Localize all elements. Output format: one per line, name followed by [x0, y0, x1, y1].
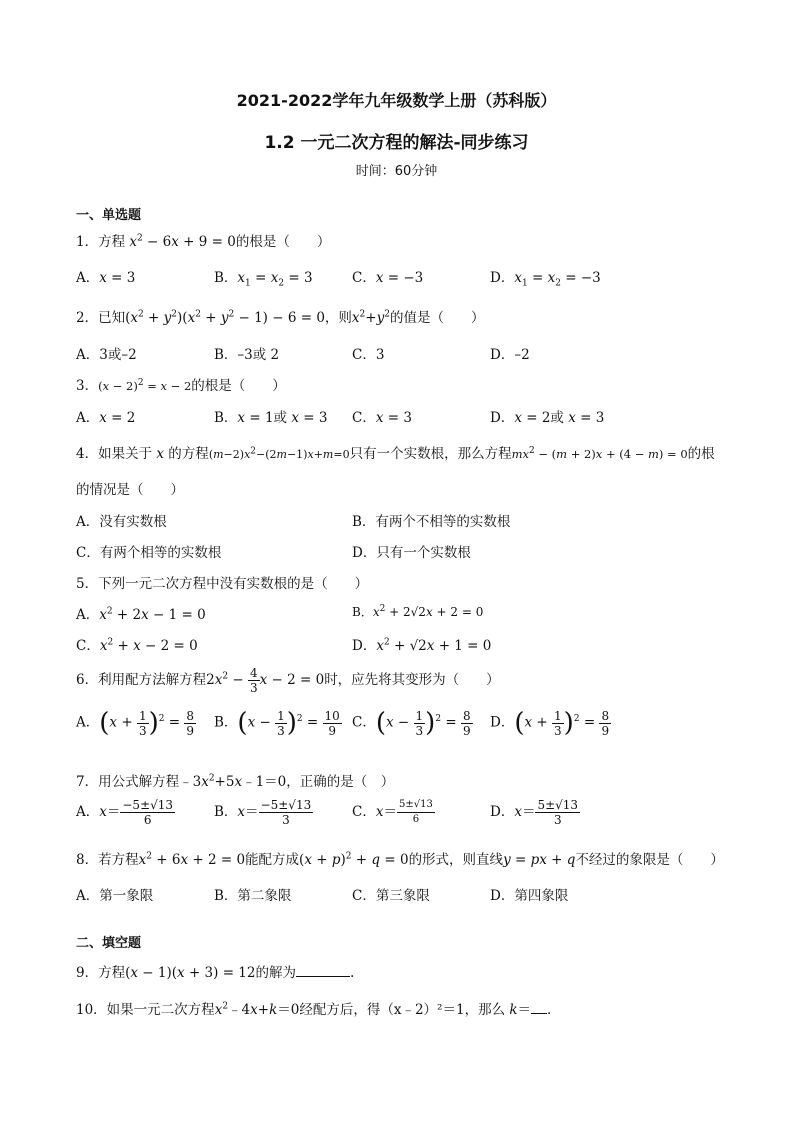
option-b[interactable]: B．x＝ $\frac{-5\pm√13}{3}$: [214, 798, 312, 827]
option-d[interactable]: D．$x^2 + √2x + 1 = 0$: [352, 637, 492, 654]
option-d[interactable]: D．第四象限: [490, 888, 569, 904]
option-d[interactable]: D．x＝ $\frac{5\pm√13}{3}$: [490, 798, 579, 827]
worksheet-title: 2021-2022学年九年级数学上册（苏科版）: [236, 91, 557, 110]
question-6-options: [76, 708, 716, 754]
option-a[interactable]: A．x＝ $\frac{-5\pm√13}{6}$: [76, 798, 174, 827]
option-a[interactable]: A．第一象限: [76, 888, 154, 904]
option-c[interactable]: C．x＝ $\frac{5\pm√13}{6}$: [352, 799, 433, 825]
question-5: 5．下列一元二次方程中没有实数根的是（ ）: [76, 576, 369, 592]
answer-blank[interactable]: [296, 962, 350, 977]
option-b[interactable]: B．第二象限: [214, 888, 292, 904]
option-b[interactable]: B．$x^2 + 2√2x + 2 = 0$: [352, 604, 484, 619]
option-b[interactable]: B．x = 1或 x = 3: [214, 410, 328, 426]
option-c[interactable]: C．第三象限: [352, 888, 430, 904]
question-2: 2．已知$(x^2 + y^2)(x^2 + y^2 - 1) - 6 = 0$，则$x^2+y^2$的值是（ ）: [76, 309, 485, 326]
time-limit: 时间：60分钟: [355, 164, 438, 179]
question-4-options-row2: [76, 541, 716, 563]
question-4: 4．如果关于 x 的方程$(m-2)x^2-(2m-1)x+m=0$只有一个实数根，那么方程$mx^2 - (m + 2)x + (4 - m) = 0$的根: [76, 446, 715, 462]
option-d[interactable]: D．(x + $\frac{1}{3}$ )$^2$ = $\frac{8}{9}$: [490, 708, 610, 738]
question-1: 1．方程 $x^2 - 6x + 9 = 0$的根是（ ）: [76, 233, 331, 250]
option-c[interactable]: C．3: [352, 347, 385, 363]
option-b[interactable]: B．$x_1 = x_2 = 3$: [214, 270, 313, 289]
question-10: 10．如果一元二次方程$x^2﹣4x+k=0$经配方后，得（x﹣2）²＝1，那么 k＝ ．: [76, 998, 561, 1018]
question-9: 9．方程(x − 1)(x + 3) = 12的解为 .: [76, 961, 354, 981]
option-d[interactable]: D．–2: [490, 347, 530, 363]
option-d[interactable]: D．只有一个实数根: [352, 545, 471, 561]
question-8: 8．若方程$x^2 + 6x + 2 = 0$能配方成$(x + p)^2 + q = 0$的形式，则直线y = px + q不经过的象限是（ ）: [76, 851, 724, 868]
option-a[interactable]: A．没有实数根: [76, 514, 167, 530]
section-single-choice: 一、单选题: [76, 208, 142, 223]
option-b[interactable]: B．–3或 2: [214, 347, 280, 363]
question-2-options: [76, 343, 716, 365]
option-c[interactable]: C．$x^2 + x - 2 = 0$: [76, 637, 198, 654]
option-c[interactable]: C．(x − $\frac{1}{3}$ )$^2$ = $\frac{8}{9}$: [352, 708, 471, 738]
question-3: 3．$(x - 2)^2 = x - 2$的根是（ ）: [76, 378, 286, 394]
option-a[interactable]: A．3或–2: [76, 347, 137, 363]
option-a[interactable]: A．$x^2 + 2x - 1 = 0$: [76, 606, 206, 623]
question-3-options: [76, 406, 716, 428]
question-5-options-row1: [76, 603, 716, 625]
option-b[interactable]: B．有两个不相等的实数根: [352, 514, 511, 530]
question-7-options: [76, 798, 716, 838]
option-c[interactable]: C．x = 3: [352, 410, 412, 426]
lesson-title: 1.2 一元二次方程的解法-同步练习: [264, 133, 529, 153]
question-4-line-2: 的情况是（ ）: [76, 482, 184, 498]
question-8-options: [76, 884, 716, 906]
question-4-options-row1: [76, 510, 716, 532]
option-b[interactable]: B．(x − $\frac{1}{3}$ )$^2$ = $\frac{10}{9}$: [214, 708, 340, 738]
option-c[interactable]: C．x = −3: [352, 270, 424, 286]
option-a[interactable]: A．(x + $\frac{1}{3}$ )$^2$ = $\frac{8}{9}$: [76, 708, 195, 738]
question-6: 6．利用配方法解方程$2x^2$ − $\frac{4}{3}$ x − 2 = 0时，应先将其变形为（ ）: [76, 666, 500, 695]
question-5-options-row2: [76, 634, 716, 656]
option-d[interactable]: D．x = 2或 x = 3: [490, 410, 605, 426]
question-7: 7．用公式解方程$﹣3x^2+5x﹣1=0$，正确的是（ ）: [76, 773, 395, 790]
question-1-options: [76, 266, 716, 288]
option-d[interactable]: D．$x_1 = x_2 = -3$: [490, 270, 601, 289]
option-c[interactable]: C．有两个相等的实数根: [76, 545, 222, 561]
option-a[interactable]: A．x = 3: [76, 270, 136, 286]
option-a[interactable]: A．x = 2: [76, 410, 136, 426]
answer-blank[interactable]: [531, 999, 547, 1014]
section-fill-in: 二、填空题: [76, 936, 142, 951]
